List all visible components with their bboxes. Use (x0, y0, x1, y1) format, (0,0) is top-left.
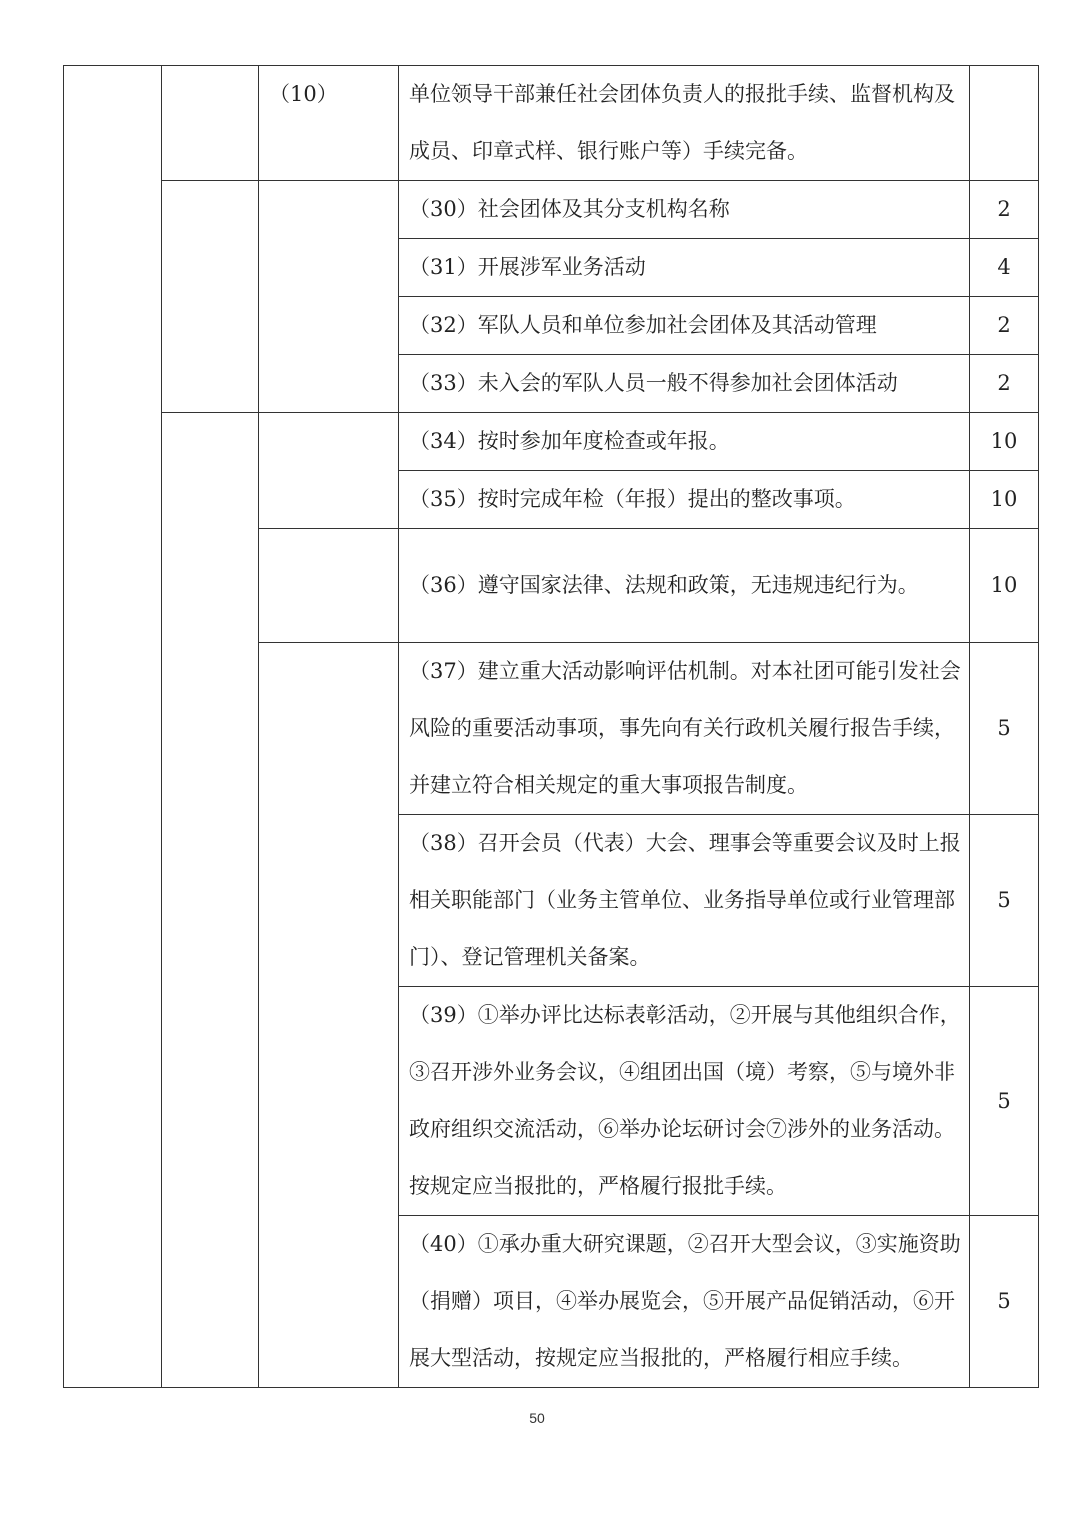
item-cell: （36）遵守国家法律、法规和政策，无违规违纪行为。 (399, 529, 970, 643)
evaluation-table (63, 65, 1039, 1388)
indicator-cell: （10） (259, 66, 399, 181)
score-cell: 5 (970, 815, 1039, 987)
item-cell: 单位领导干部兼任社会团体负责人的报批手续、监督机构及成员、印章式样、银行账户等）手续完备。 (399, 66, 970, 181)
indicator-cell (259, 413, 399, 529)
indicator-cell (259, 529, 399, 643)
level1-cell (64, 66, 162, 1388)
item-cell: （34）按时参加年度检查或年报。 (399, 413, 970, 471)
table-row (64, 181, 1039, 239)
score-cell: 4 (970, 239, 1039, 297)
indicator-cell (259, 643, 399, 1388)
score-cell: 2 (970, 181, 1039, 239)
item-cell: （38）召开会员（代表）大会、理事会等重要会议及时上报相关职能部门（业务主管单位、业务指导单位或行业管理部门）、登记管理机关备案。 (399, 815, 970, 987)
item-cell: （31）开展涉军业务活动 (399, 239, 970, 297)
score-cell: 10 (970, 413, 1039, 471)
item-cell: （37）建立重大活动影响评估机制。对本社团可能引发社会风险的重要活动事项，事先向有关行政机关履行报告手续，并建立符合相关规定的重大事项报告制度。 (399, 643, 970, 815)
item-cell: （40）①承办重大研究课题，②召开大型会议，③实施资助（捐赠）项目，④举办展览会，⑤开展产品促销活动，⑥开展大型活动，按规定应当报批的，严格履行相应手续。 (399, 1216, 970, 1388)
table-row (64, 413, 1039, 471)
item-cell: （39）①举办评比达标表彰活动，②开展与其他组织合作，③召开涉外业务会议，④组团出国（境）考察，⑤与境外非政府组织交流活动，⑥举办论坛研讨会⑦涉外的业务活动。按规定应当报批的，严格履行报批手续。 (399, 987, 970, 1216)
score-cell: 2 (970, 355, 1039, 413)
category-cell (162, 181, 259, 413)
score-cell: 10 (970, 471, 1039, 529)
score-cell: 5 (970, 987, 1039, 1216)
score-cell: 2 (970, 297, 1039, 355)
category-cell (162, 66, 259, 181)
score-cell: 5 (970, 1216, 1039, 1388)
score-cell: 5 (970, 643, 1039, 815)
score-cell: 10 (970, 529, 1039, 643)
item-cell: （30）社会团体及其分支机构名称 (399, 181, 970, 239)
item-cell: （32）军队人员和单位参加社会团体及其活动管理 (399, 297, 970, 355)
score-cell (970, 66, 1039, 181)
item-cell: （33）未入会的军队人员一般不得参加社会团体活动 (399, 355, 970, 413)
table-row (64, 66, 1039, 181)
category-cell (162, 413, 259, 1388)
item-cell: （35）按时完成年检（年报）提出的整改事项。 (399, 471, 970, 529)
page-number: 50 (529, 1410, 545, 1426)
indicator-cell (259, 181, 399, 413)
